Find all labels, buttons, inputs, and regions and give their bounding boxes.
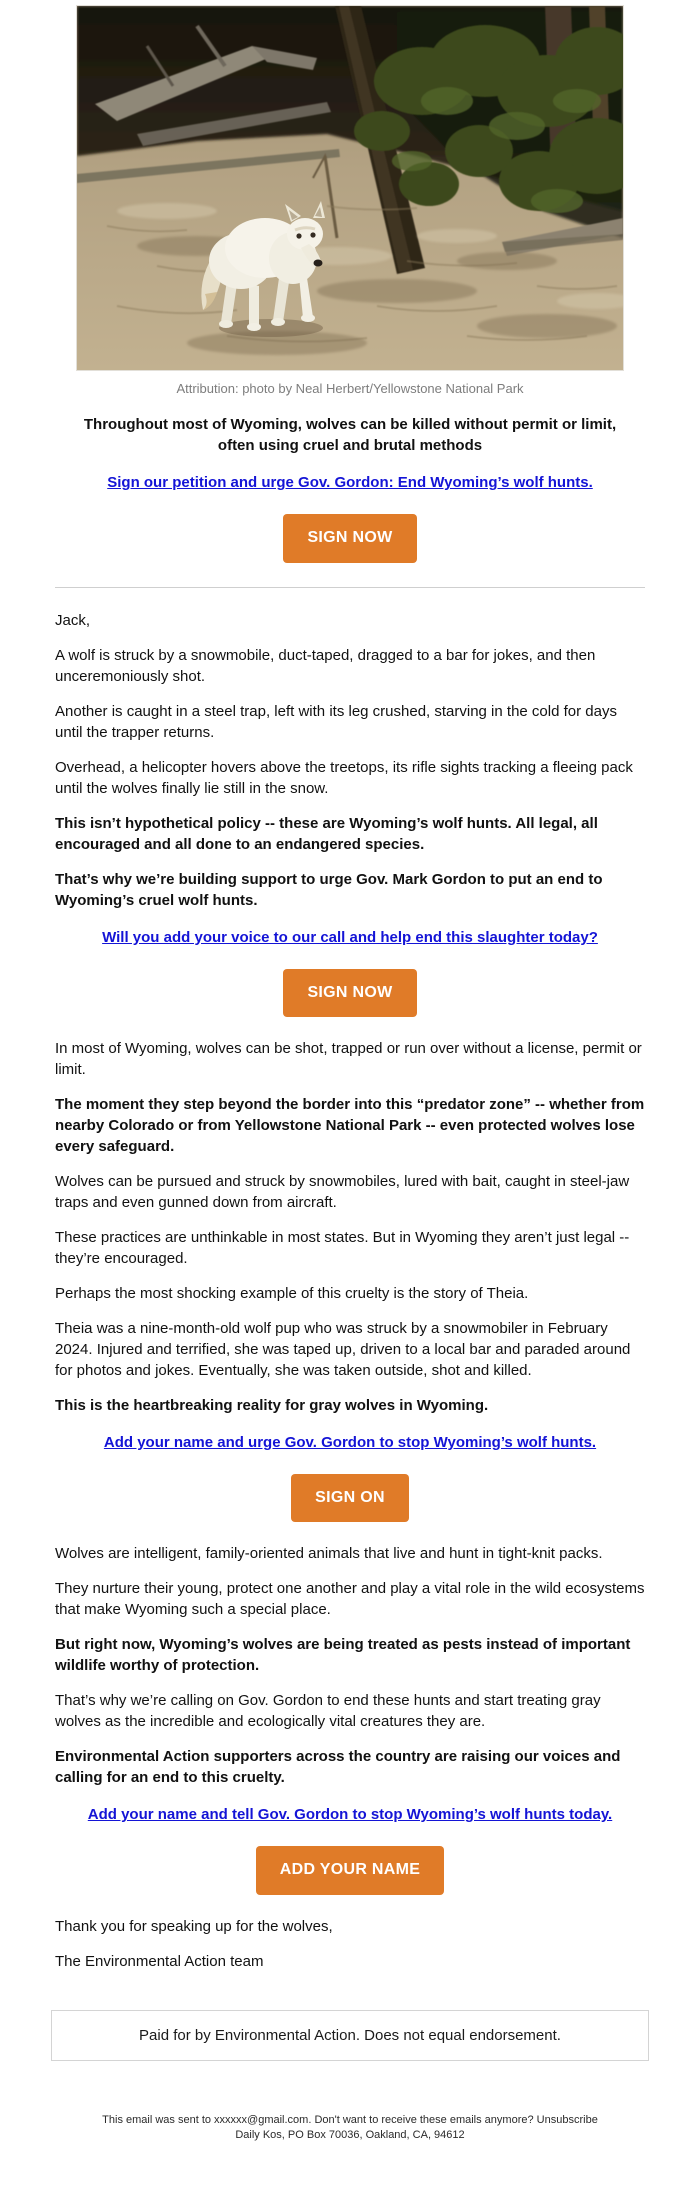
paragraph-calling: That’s why we’re calling on Gov. Gordon to end these hunts and start treating gray wolves as the incredible and ecologically vital creatures they are.	[55, 1692, 601, 1731]
paragraph-pests: But right now, Wyoming’s wolves are being treated as pests instead of important wildlife worthy of protection.	[55, 1636, 631, 1675]
paragraph-not-hypothetical: This isn’t hypothetical policy -- these are Wyoming’s wolf hunts. All legal, all encouraged and all done to an endangered species.	[55, 814, 598, 853]
email-fineprint	[0, 2113, 700, 2151]
sender-address: Daily Kos, PO Box 70036, Oakland, CA, 94612	[235, 2128, 465, 2141]
paragraph-building-support: That’s why we’re building support to urge Gov. Mark Gordon to put an end to Wyoming’s cruel wolf hunts.	[55, 870, 603, 909]
add-voice-link[interactable]: Will you add your voice to our call and help end this slaughter today?	[102, 928, 598, 946]
headline: Throughout most of Wyoming, wolves can be killed without permit or limit, often using cruel and brutal methods	[83, 416, 617, 455]
paragraph-wolf-struck: A wolf is struck by a snowmobile, duct-taped, dragged to a bar for jokes, and then unceremoniously shot.	[55, 646, 596, 685]
paragraph-supporters: Environmental Action supporters across the country are raising our voices and calling for an end to this cruelty.	[55, 1748, 621, 1787]
paragraph-theia-story: Theia was a nine-month-old wolf pup who was struck by a snowmobiler in February 2024. Injured and terrified, she was taped up, driven to a local bar and paraded around for photos and jokes. Eventually, she was taken outside, shot and killed.	[55, 1319, 631, 1379]
signoff-team: The Environmental Action team	[55, 1952, 264, 1970]
paid-for-disclaimer: Paid for by Environmental Action. Does not equal endorsement.	[51, 2010, 649, 2061]
add-your-name-button[interactable]: ADD YOUR NAME	[256, 1846, 445, 1894]
paragraph-heartbreaking: This is the heartbreaking reality for gray wolves in Wyoming.	[55, 1396, 489, 1414]
add-name-link[interactable]: Add your name and urge Gov. Gordon to stop Wyoming’s wolf hunts.	[103, 1433, 597, 1451]
paragraph-predator-zone: The moment they step beyond the border into this “predator zone” -- whether from nearby Colorado or from Yellowstone National Park -- even protected wolves lose every safeguard.	[55, 1095, 645, 1155]
sign-now-button-1[interactable]: SIGN NOW	[283, 514, 416, 562]
unsubscribe-link[interactable]: Unsubscribe	[536, 2113, 598, 2126]
sign-on-button[interactable]: SIGN ON	[291, 1474, 409, 1522]
sign-now-button-2[interactable]: SIGN NOW	[283, 969, 416, 1017]
paragraph-theia-intro: Perhaps the most shocking example of this cruelty is the story of Theia.	[55, 1284, 529, 1302]
wolf-photo	[76, 5, 624, 371]
hero-photo-block	[76, 5, 624, 371]
paragraph-nurture: They nurture their young, protect one another and play a vital role in the wild ecosystems that make Wyoming such a special place.	[55, 1580, 645, 1619]
greeting: Jack,	[55, 611, 91, 629]
sent-to-text: This email was sent to xxxxxx@gmail.com. Don't want to receive these emails anymore?	[102, 2113, 534, 2126]
email-content	[55, 414, 645, 1972]
paragraph-practices: These practices are unthinkable in most states. But in Wyoming they aren’t just legal -- they’re encouraged.	[55, 1228, 630, 1267]
photo-attribution: Attribution: photo by Neal Herbert/Yellowstone National Park	[176, 381, 524, 396]
add-name-today-link[interactable]: Add your name and tell Gov. Gordon to stop Wyoming’s wolf hunts today.	[87, 1806, 613, 1824]
paragraph-intelligent: Wolves are intelligent, family-oriented animals that live and hunt in tight-knit packs.	[55, 1545, 603, 1563]
paragraph-pursued: Wolves can be pursued and struck by snowmobiles, lured with bait, caught in steel-jaw traps and even gunned down from aircraft.	[55, 1172, 630, 1211]
paragraph-in-most: In most of Wyoming, wolves can be shot, trapped or run over without a license, permit or limit.	[55, 1039, 642, 1078]
hero-petition-link[interactable]: Sign our petition and urge Gov. Gordon: End Wyoming’s wolf hunts.	[107, 474, 593, 492]
divider	[55, 587, 645, 588]
signoff-thanks: Thank you for speaking up for the wolves,	[55, 1917, 333, 1935]
paragraph-steel-trap: Another is caught in a steel trap, left with its leg crushed, starving in the cold for days until the trapper returns.	[55, 702, 617, 741]
paragraph-helicopter: Overhead, a helicopter hovers above the treetops, its rifle sights tracking a fleeing pack until the wolves finally lie still in the snow.	[55, 758, 633, 797]
